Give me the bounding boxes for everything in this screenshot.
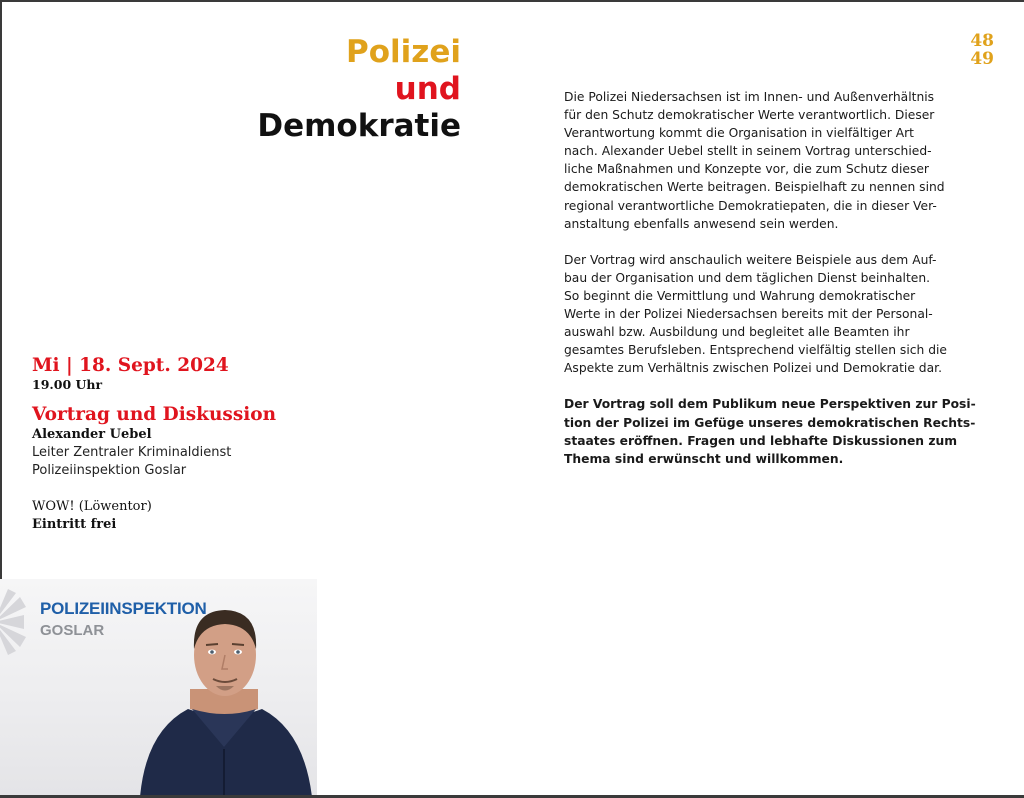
text-line: gesamtes Berufsleben. Entsprechend vielfältig stellen sich die <box>564 343 947 358</box>
event-type: Vortrag und Diskussion <box>32 404 277 425</box>
page-numbers <box>970 32 994 68</box>
text-line: demokratischen Werte beitragen. Beispielhaft zu nennen sind <box>564 180 945 195</box>
text-line: Thema sind erwünscht und willkommen. <box>564 451 844 466</box>
event-admission: Eintritt frei <box>32 517 117 532</box>
police-star-icon <box>0 587 28 657</box>
text-line: Der Vortrag soll dem Publikum neue Perspektiven zur Posi- <box>564 397 976 412</box>
speaker-role: Leiter Zentraler Kriminaldienst <box>32 445 232 460</box>
text-line: regional verantwortliche Demokratiepaten, die in dieser Ver- <box>564 198 937 213</box>
text-line: für den Schutz demokratischer Werte verantwortlich. Dieser <box>564 108 935 123</box>
text-line: bau der Organisation und dem täglichen Dienst beinhalten. <box>564 270 931 285</box>
title-line-demokratie: Demokratie <box>257 108 461 144</box>
event-venue: WOW! (Löwentor) <box>32 499 152 514</box>
page-title <box>257 34 461 145</box>
title-line-polizei: Polizei <box>346 34 461 70</box>
text-line: anstaltung ebenfalls anwesend sein werden. <box>564 216 839 231</box>
sign-polizeiinspektion: POLIZEIINSPEKTION <box>40 599 207 618</box>
event-time: 19.00 Uhr <box>32 377 103 392</box>
page-number-left: 48 <box>970 31 994 51</box>
page-number-right: 49 <box>970 49 994 69</box>
speaker-photo <box>0 579 317 795</box>
body-text <box>564 88 976 468</box>
event-details <box>32 354 332 534</box>
paragraph-2 <box>564 251 954 378</box>
paragraph-3-bold <box>564 395 976 467</box>
text-line: Aspekte zum Verhältnis zwischen Polizei und Demokratie dar. <box>564 361 942 376</box>
text-line: nach. Alexander Uebel stellt in seinem Vortrag unterschied- <box>564 144 932 159</box>
paragraph-1 <box>564 88 954 233</box>
speaker-organization: Polizeiinspektion Goslar <box>32 463 187 478</box>
title-line-und: und <box>394 71 461 107</box>
speaker-portrait <box>130 597 317 795</box>
text-line: Werte in der Polizei Niedersachsen bereits mit der Personal- <box>564 307 933 322</box>
text-line: tion der Polizei im Gefüge unseres demokratischen Rechts- <box>564 415 976 430</box>
text-line: staates eröffnen. Fragen und lebhafte Diskussionen zum <box>564 433 958 448</box>
text-line: auswahl bzw. Ausbildung und begleitet alle Beamten ihr <box>564 325 910 340</box>
text-line: Die Polizei Niedersachsen ist im Innen- und Außenverhältnis <box>564 90 935 104</box>
text-line: So beginnt die Vermittlung und Wahrung demokratischer <box>564 288 916 303</box>
sign-goslar: GOSLAR <box>40 622 105 639</box>
text-line: Verantwortung kommt die Organisation in vielfältiger Art <box>564 126 914 141</box>
speaker-name: Alexander Uebel <box>32 427 152 442</box>
text-line: Der Vortrag wird anschaulich weitere Beispiele aus dem Auf- <box>564 252 937 267</box>
page-border-top <box>0 0 1024 2</box>
event-date: Mi | 18. Sept. 2024 <box>32 355 229 376</box>
text-line: liche Maßnahmen und Konzepte vor, die zum Schutz dieser <box>564 162 929 177</box>
